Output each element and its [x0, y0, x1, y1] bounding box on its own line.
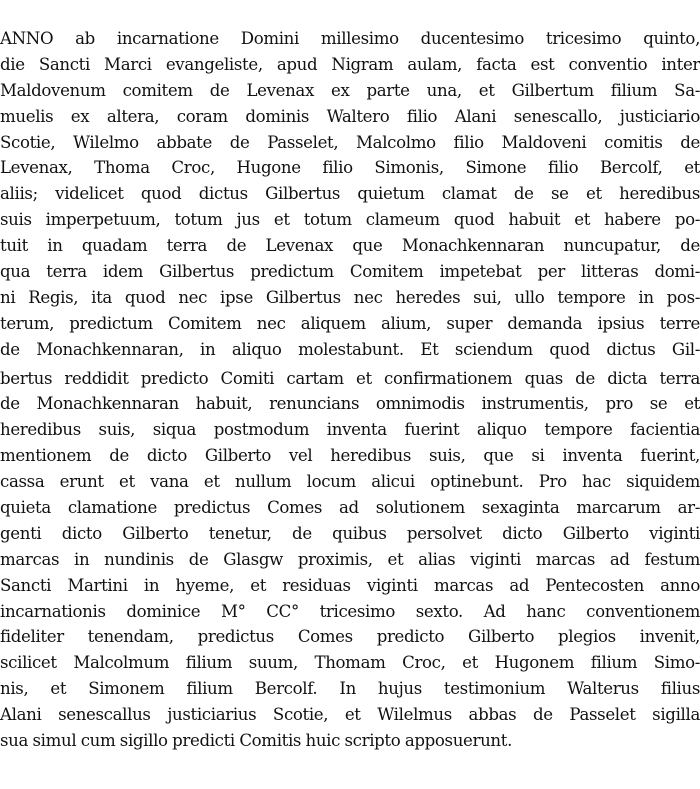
text-line: die Sancti Marci evangeliste, apud Nigram aulam, facta est conventio inter: [0, 54, 700, 74]
text-line: suis imperpetuum, totum jus et totum clameum quod habuit et habere po-: [0, 210, 700, 230]
text-line: marcas in nundinis de Glasgw proximis, et alias viginti marcas ad festum: [0, 549, 700, 569]
text-line: quieta clamatione predictus Comes ad solutionem sexaginta marcarum ar-: [0, 498, 700, 518]
text-line: nis, et Simonem filium Bercolf. In hujus testimonium Walterus filius: [0, 679, 700, 699]
text-line: aliis; videlicet quod dictus Gilbertus quietum clamat de se et heredibus: [0, 184, 700, 204]
text-line: de Monachkennaran habuit, renuncians omnimodis instrumentis, pro se et: [0, 394, 700, 414]
text-line: Levenax, Thoma Croc, Hugone filio Simonis, Simone filio Bercolf, et: [0, 158, 700, 178]
text-line: de Monachkennaran, in aliquo molestabunt. Et sciendum quod dictus Gil-: [0, 339, 700, 359]
text-line: Sancti Martini in hyeme, et residuas viginti marcas ad Pentecosten anno: [0, 575, 700, 595]
text-line: genti dicto Gilberto tenetur, de quibus persolvet dicto Gilberto viginti: [0, 523, 700, 543]
text-line: Maldovenum comitem de Levenax ex parte una, et Gilbertum filium Sa-: [0, 80, 700, 100]
text-line: heredibus suis, siqua postmodum inventa fuerint aliquo tempore facientia: [0, 420, 700, 440]
text-line: bertus reddidit predicto Comiti cartam et confirmationem quas de dicta terra: [0, 368, 700, 388]
text-line: incarnationis dominice M° CC° tricesimo sexto. Ad hanc conventionem: [0, 601, 700, 621]
text-line: tuit in quadam terra de Levenax que Monachkennaran nuncupatur, de: [0, 236, 700, 256]
text-line: Scotie, Wilelmo abbate de Passelet, Malcolmo filio Maldoveni comitis de: [0, 132, 700, 152]
text-line: scilicet Malcolmum filium suum, Thomam Croc, et Hugonem filium Simo-: [0, 653, 700, 673]
text-line: cassa erunt et vana et nullum locum alicui optinebunt. Pro hac siquidem: [0, 472, 700, 492]
text-line: fideliter tenendam, predictus Comes predicto Gilberto plegios invenit,: [0, 627, 700, 647]
charter-text: [0, 26, 700, 754]
text-line: muelis ex altera, coram dominis Waltero filio Alani senescallo, justiciario: [0, 106, 700, 126]
text-line: ANNO ab incarnatione Domini millesimo ducentesimo tricesimo quinto,: [0, 29, 700, 48]
text-line: terum, predictum Comitem nec aliquem alium, super demanda ipsius terre: [0, 313, 700, 333]
text-line: ni Regis, ita quod nec ipse Gilbertus nec heredes sui, ullo tempore in pos-: [0, 287, 700, 307]
text-line: Alani senescallus justiciarius Scotie, et Wilelmus abbas de Passelet sigilla: [0, 705, 700, 725]
text-line: mentionem de dicto Gilberto vel heredibus suis, que si inventa fuerint,: [0, 446, 700, 466]
text-line: qua terra idem Gilbertus predictum Comitem impetebat per litteras domi-: [0, 262, 700, 282]
text-line-last: sua simul cum sigillo predicti Comitis huic scripto apposuerunt.: [0, 731, 513, 751]
